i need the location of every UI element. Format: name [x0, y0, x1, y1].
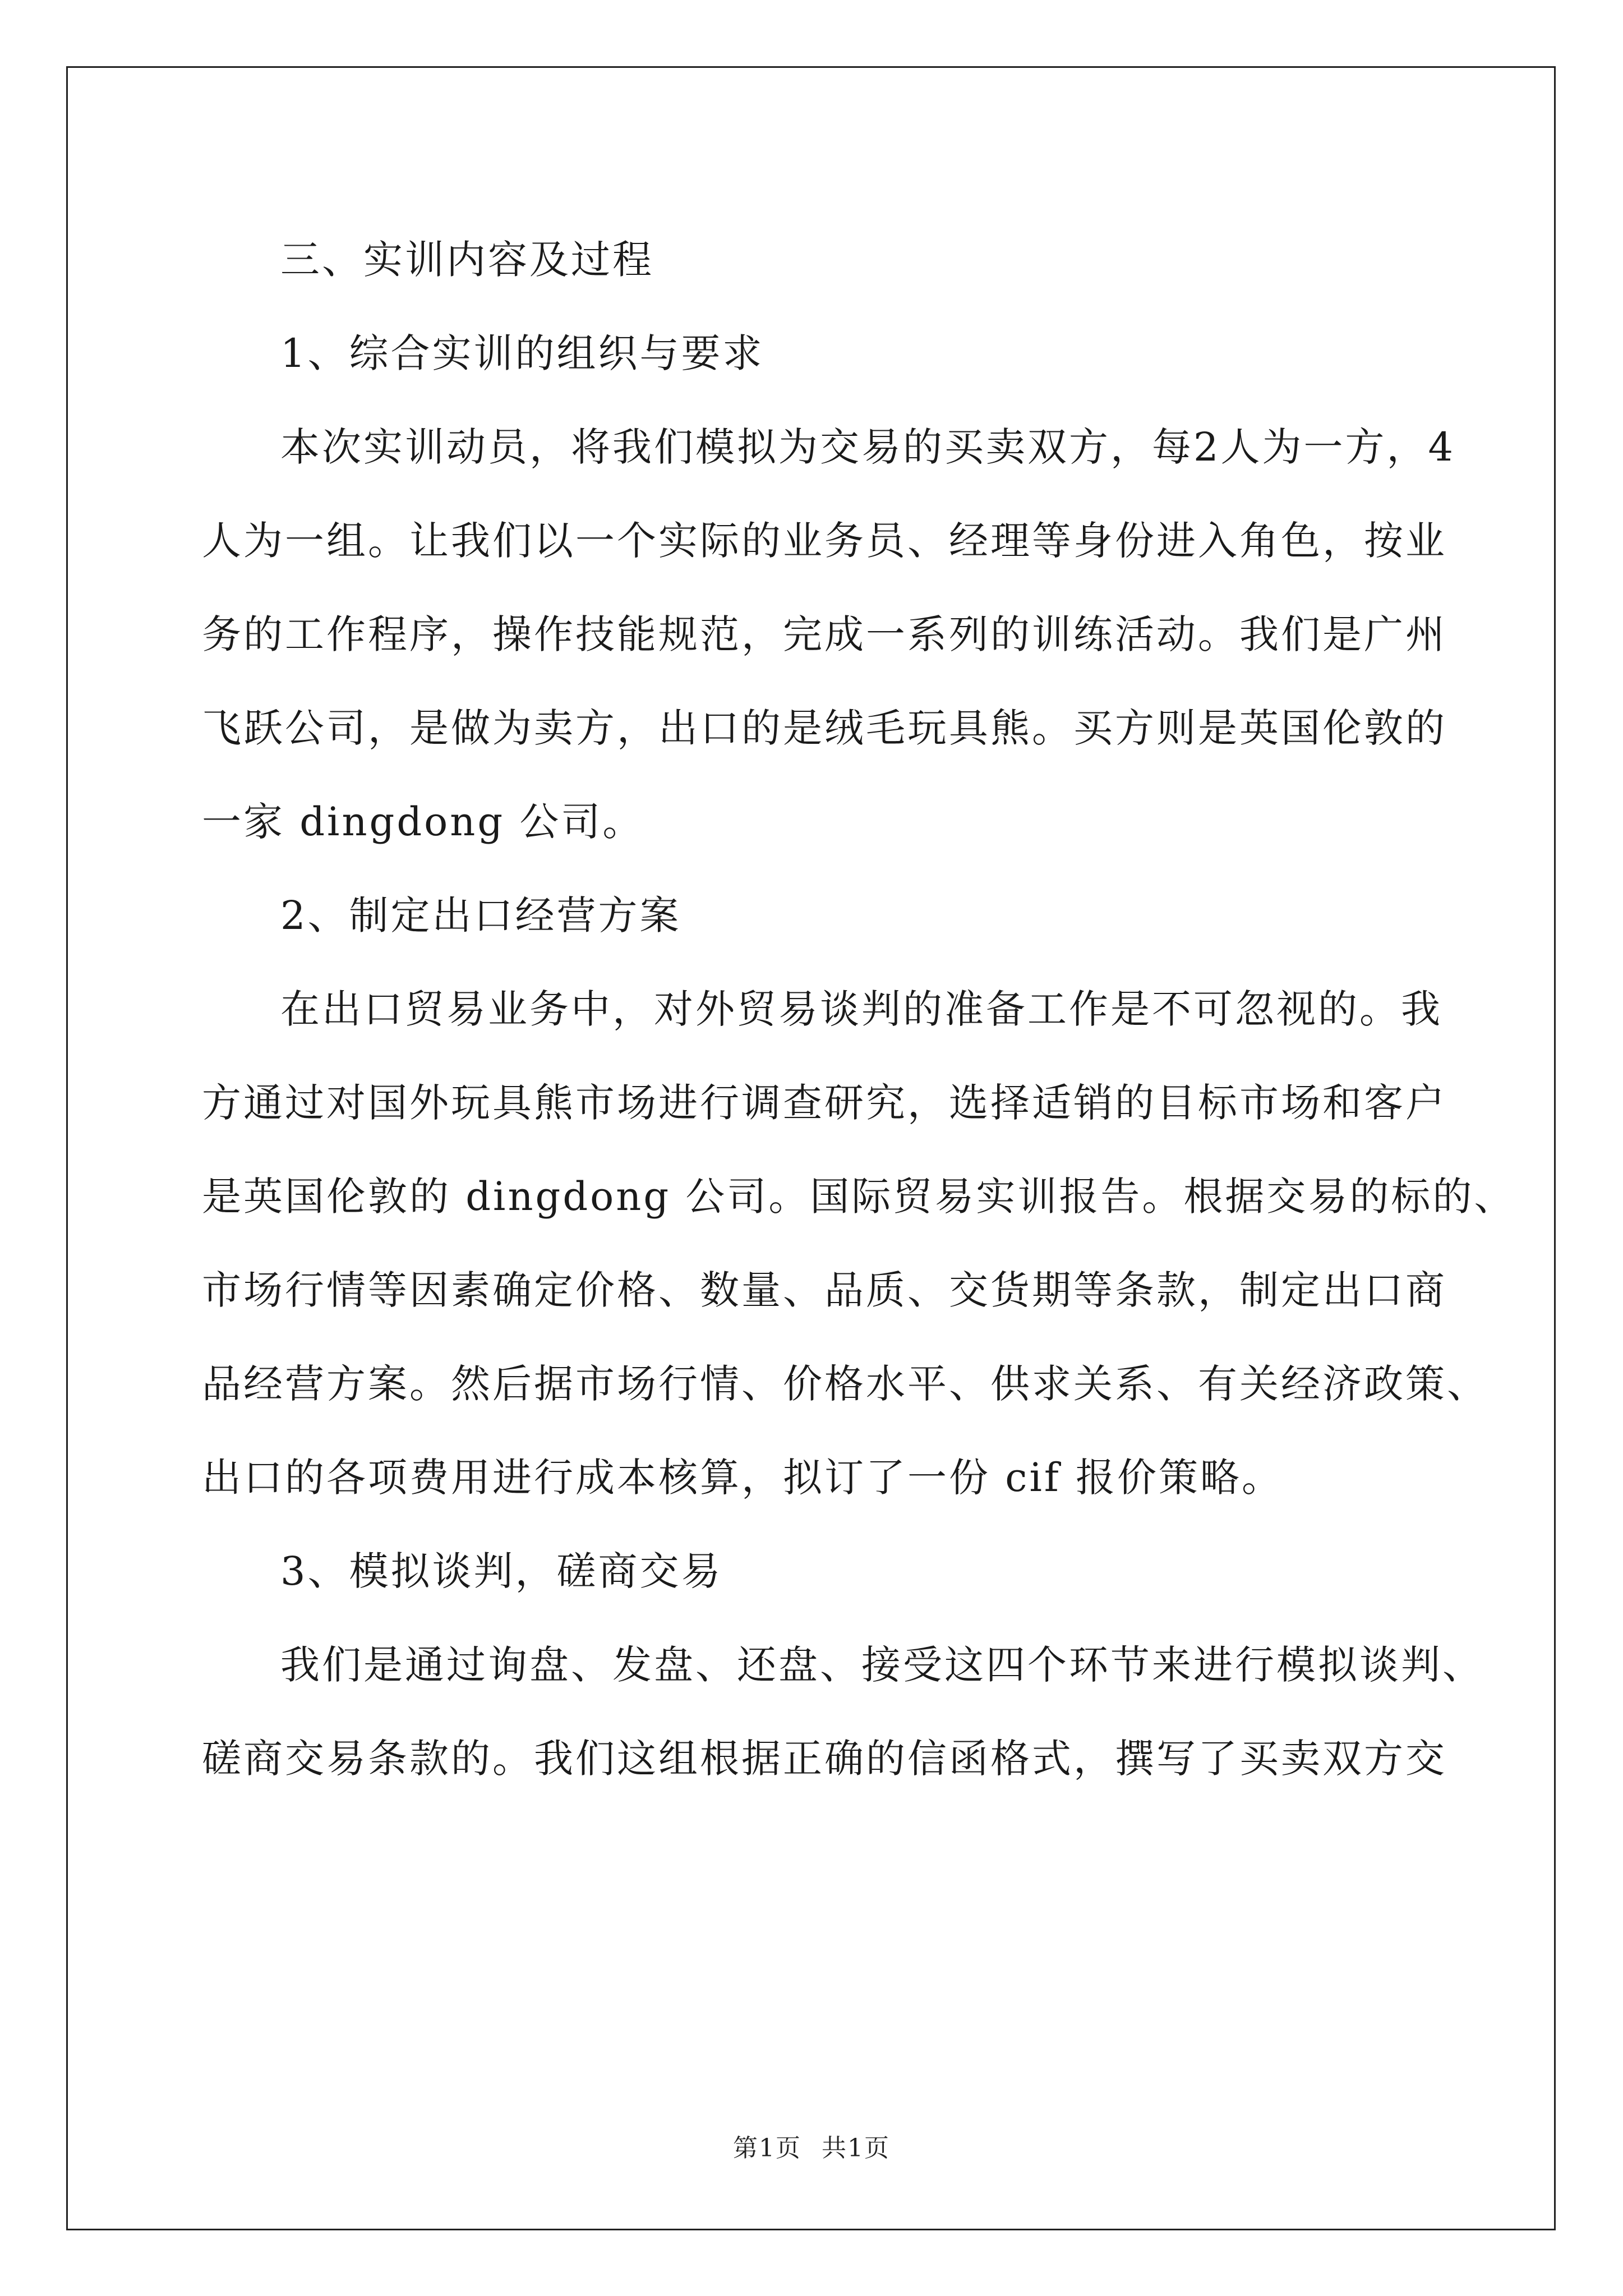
page-number: 第1页: [733, 2134, 801, 2162]
subsection-heading: 3、模拟谈判，磋商交易: [280, 1548, 723, 1594]
document-body: [202, 213, 1516, 1806]
paragraph-line: 磋商交易条款的。我们这组根据正确的信函格式，撰写了买卖双方交: [202, 1736, 1447, 1782]
section-heading: 三、实训内容及过程: [280, 237, 654, 283]
paragraph-line: 在出口贸易业务中，对外贸易谈判的准备工作是不可忽视的。我: [280, 986, 1442, 1032]
paragraph-line: 务的工作程序，操作技能规范，完成一系列的训练活动。我们是广州: [202, 611, 1447, 657]
paragraph-line: 一家 dingdong 公司。: [202, 799, 644, 845]
paragraph-line: 是英国伦敦的 dingdong 公司。国际贸易实训报告。根据交易的标的、: [202, 1174, 1516, 1220]
paragraph-line: 品经营方案。然后据市场行情、价格水平、供求关系、有关经济政策、: [202, 1361, 1488, 1407]
page-total: 共1页: [822, 2134, 890, 2162]
paragraph-line: 我们是通过询盘、发盘、还盘、接受这四个环节来进行模拟谈判、: [280, 1642, 1484, 1688]
paragraph-line: 飞跃公司，是做为卖方，出口的是绒毛玩具熊。买方则是英国伦敦的: [202, 705, 1447, 751]
paragraph-line: 本次实训动员，将我们模拟为交易的买卖双方，每2人为一方，4: [280, 424, 1456, 470]
paragraph-line: 人为一组。让我们以一个实际的业务员、经理等身份进入角色，按业: [202, 518, 1447, 564]
paragraph-line: 出口的各项费用进行成本核算，拟订了一份 cif 报价策略。: [202, 1455, 1284, 1501]
paragraph-line: 市场行情等因素确定价格、数量、品质、交货期等条款，制定出口商: [202, 1267, 1447, 1313]
page-footer: [0, 2132, 1623, 2165]
subsection-heading: 2、制定出口经营方案: [280, 892, 681, 938]
paragraph-line: 方通过对国外玩具熊市场进行调查研究，选择适销的目标市场和客户: [202, 1080, 1447, 1126]
subsection-heading: 1、综合实训的组织与要求: [280, 330, 764, 376]
